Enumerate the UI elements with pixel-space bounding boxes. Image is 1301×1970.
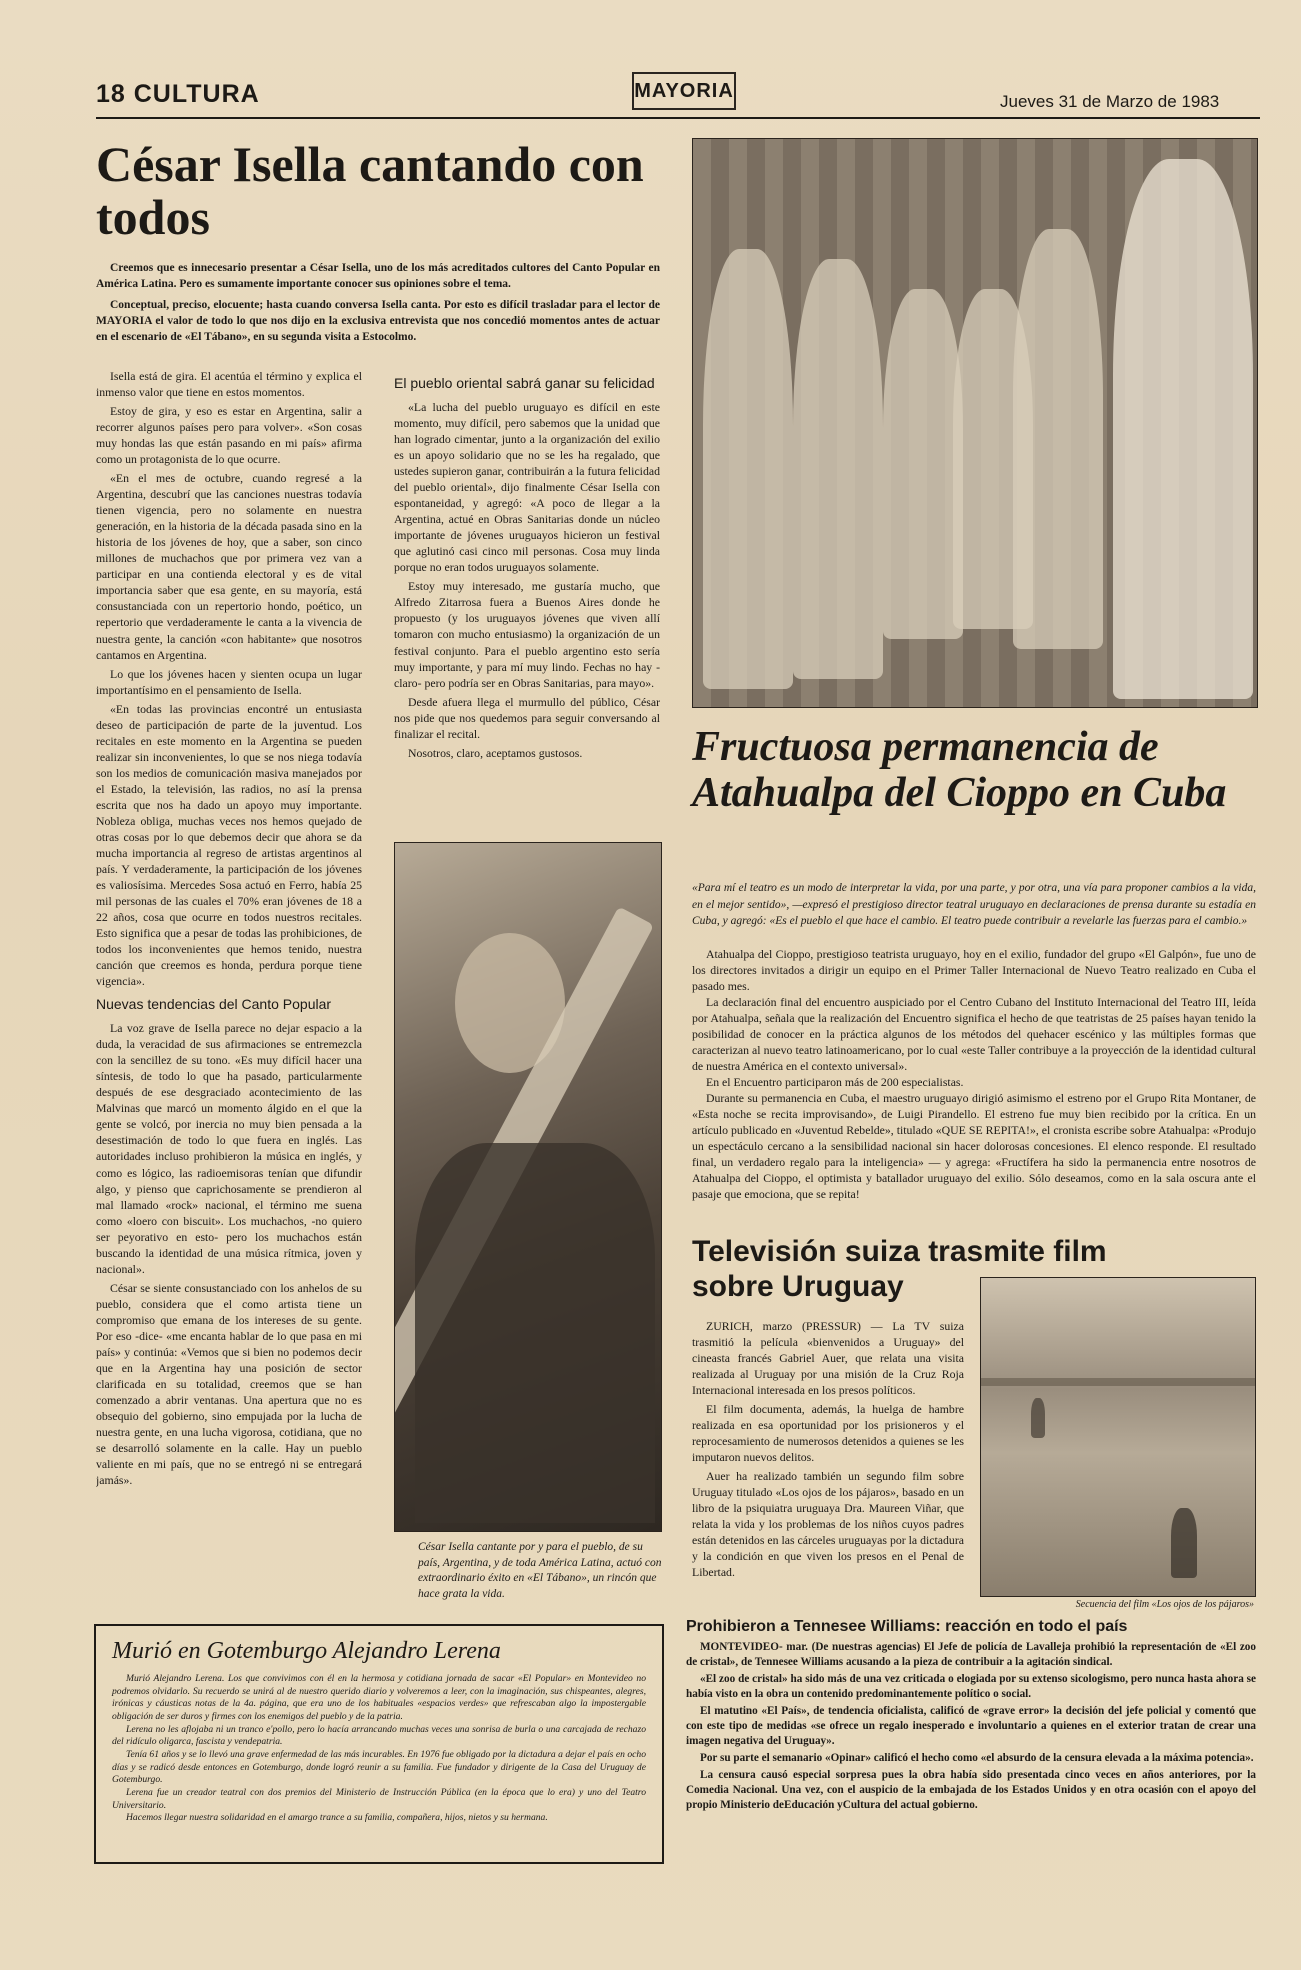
- paragraph: Atahualpa del Cioppo, prestigioso teatrista uruguayo, hoy en el exilio, fundador del grupo «El Galpón», fue uno de los directores invitados a dirigir un equipo en el Primer Taller Internacional de Nuevo Teatro realizado en Cuba el pasado mes.: [692, 947, 1256, 994]
- body-shape: [415, 1143, 655, 1523]
- lead-paragraph: Creemos que es innecesario presentar a César Isella, uno de los más acreditados cultores del Canto Popular en América Latina. Pero es sumamente importante conocer sus opiniones sobre el tema.: [96, 262, 660, 291]
- paragraph: Isella está de gira. El acentúa el término y explica el inmenso valor que tiene en estos momentos.: [96, 369, 362, 400]
- subheading: El pueblo oriental sabrá ganar su felicidad: [394, 375, 655, 391]
- paragraph: Tenía 61 años y se lo llevó una grave enfermedad de las más incurables. En 1976 fue obligado por la dictadura a dejar el país en ocho días y se radicó desde entonces en Gotemburgo, donde logró reunir a su familia. Fue fundador y dirigente de la Casa del Uruguay de Gotemburgo.: [112, 1748, 646, 1786]
- article-lead: [96, 260, 660, 350]
- paragraph: Lo que los jóvenes hacen y sienten ocupa un lugar importantísimo en el pensamiento de Isella.: [96, 666, 362, 697]
- paragraph: La censura causó especial sorpresa pues la obra había sido presentada cinco veces en años anteriores, por la Comedia Nacional. Una vez, con el auspicio de la embajada de los Estados Unidos y en otra ocasión con el apoyo del propio Ministerio deEducación yCultura del actual gobierno.: [686, 1769, 1256, 1811]
- fence-line: [981, 1378, 1255, 1386]
- photo-caption: Secuencia del film «Los ojos de los pájaros»: [1075, 1599, 1254, 1610]
- article-column: [692, 1318, 964, 1614]
- paragraph: MONTEVIDEO- mar. (De nuestras agencias) El Jefe de policía de Lavalleja prohibió la representación de «El zoo de cristal», de Tennesee Williams acusando a la pieza de contribuir a la agitación sindical.: [686, 1641, 1256, 1668]
- paragraph: «En el mes de octubre, cuando regresé a la Argentina, descubrí que las canciones nuestras todavía tienen vigencia, pero no solamente en nuestra generación, en la historia de la década pasada sino en la historia de los jóvenes de hoy, que a saber, son cinco millones de muchachos que por primera vez van a participar en una contienda electoral y es de vital importancia saber que esa gente, en su mayoría, está consustanciada con un repertorio hondo, poético, un repertorio que verdaderamente le canta a la vivencia de nuestra gente, la canción «con habitante» que nosotros cantamos en Argentina.: [96, 471, 362, 662]
- subheading: Nuevas tendencias del Canto Popular: [96, 996, 332, 1013]
- paragraph: «En todas las provincias encontré un entusiasta deseo de participación de parte de la juventud. Los recitales en este momento en la Argentina se pueden realizar sin inconvenientes, lo que se nos niega todavía son los medios de comunicación masiva manejados por el Estado, la televisión, las radios, no así la prensa escrita que nos ha dado un apoyo muy importante. Nobleza obliga, muchas veces nos hemos quejado de otras cosas por lo que debemos decir que ahora se da mucha importancia al regreso de artistas argentinos al país. Y verdaderamente, la participación de los jóvenes es valiosísima. Mercedes Sosa actuó en Ferro, había 25 mil personas de las cuales el 70% eran jóvenes de 18 a 22 años, cosa que ocurre en todos nuestros recitales. Esto significa que a pesar de todas las prohibiciones, de todos los inconvenientes que hemos tenido, nuestra canción que creemos es honda, perdura porque tiene vigencia».: [96, 701, 362, 989]
- performer-figure: [1113, 159, 1253, 699]
- paragraph: Durante su permanencia en Cuba, el maestro uruguayo dirigió asimismo el estreno por el Grupo Rita Montaner, de «Esta noche se recita improvisando», de Luigi Pirandello. El estreno fue muy bien recibido por la crítica. En un artículo publicado en «Juventud Rebelde», titulado «QUE SE REPITA!», el cronista escribe sobre Atahualpa: «Produjo un espectáculo cercano a la sensibilidad nacional sin hacer dolorosas concesiones. El elenco responde. El resultado final, un verdadero regalo para la inteligencia» — y agrega: «Fructífera ha sido la permanencia entre nosotros de Atahualpa del Cioppo, el optimista y batallador uruguayo del exilio. Sólo deseamos, como en la sala oscura ante el pasaje que emociona, que se repita!: [692, 1091, 1256, 1202]
- obituary-text: [112, 1673, 646, 1825]
- photo-caption: César Isella cantante por y para el pueblo, de su país, Argentina, y de toda América Latina, actuó con extraordinario éxito en «El Tábano», un rincón que hace grata la vida.: [418, 1541, 662, 1600]
- paragraph: ZURICH, marzo (PRESSUR) — La TV suiza trasmitió la película «bienvenidos a Uruguay» del cineasta francés Gabriel Auer, que relata una visita realizada al Uruguay por una misión de la Cruz Roja Internacional interesada en los presos políticos.: [692, 1319, 964, 1398]
- newspaper-logo: MAYORIA: [632, 72, 736, 110]
- paragraph: En el Encuentro participaron más de 200 especialistas.: [706, 1075, 964, 1090]
- article-body: [686, 1640, 1256, 1880]
- person-figure: [1031, 1398, 1045, 1438]
- article-column: [394, 368, 660, 838]
- paragraph: El matutino «El País», de tendencia oficialista, calificó de «grave error» la decisión del jefe policial y comentó que con este tipo de medidas «se ofrece un regalo inesperado e involuntario a quienes en el exterior tratan de crear una imagen negativa del Uruguay».: [686, 1705, 1256, 1747]
- obituary-box: [94, 1624, 664, 1864]
- obituary-title: Murió en Gotemburgo Alejandro Lerena: [112, 1638, 501, 1664]
- performer-figure: [1013, 229, 1103, 649]
- paragraph: Por su parte el semanario «Opinar» calificó el hecho como «el absurdo de la censura elevada a la máxima potencia».: [700, 1752, 1254, 1764]
- paragraph: Lerena no les aflojaba ni un tranco e'pollo, pero lo hacía arrancando muchas veces una sonrisa de burla o una carcajada de rechazo del ridículo oligarca, fascista y vendepatria.: [112, 1723, 646, 1748]
- paragraph: Nosotros, claro, aceptamos gustosos.: [408, 745, 583, 760]
- paragraph: «El zoo de cristal» ha sido más de una vez criticada o elogiada por su extenso sicologismo, pero nunca hasta ahora se había visto en la obra un contenido predominantemente político o social.: [686, 1673, 1256, 1700]
- paragraph: Auer ha realizado también un segundo film sobre Uruguay titulado «Los ojos de los pájaros», basado en un libro de la psiquiatra uruguaya Dra. Maureen Viñar, que relata la vida y los problemas de los niños cuyos padres están detenidos en las cárceles uruguayas por la dictadura y la condición en que viven los presos en el Penal de Libertad.: [692, 1469, 964, 1580]
- paragraph: El film documenta, además, la huelga de hambre realizada en esa oportunidad por los prisioneros y el reprocesamiento de numerosos detenidos a quienes se les imputaron nuevos delitos.: [692, 1402, 964, 1465]
- film-still-photo: [980, 1277, 1256, 1597]
- paragraph: César se siente consustanciado con los anhelos de su pueblo, considera que el como artista tiene un compromiso que emana de los intereses de su gente. Por eso -dice- «me encanta hablar de lo que pasa en mi país» y continúa: «Vemos que si bien no podemos decir que en la Argentina hay una posición de sector clarificada en su totalidad, creemos que se han comenzado a abrir ventanas. Una apertura que no es obsequio del gobierno, sino empujada por la lucha de nuestra gente, en una lucha vigorosa, cotidiana, que no se desarrolló solamente en la calle. Hay un pueblo valiente en mi país, que no se entregó ni se entregará jamás».: [96, 1280, 362, 1488]
- performer-figure: [883, 289, 963, 639]
- paragraph: «La lucha del pueblo uruguayo es difícil en este momento, muy difícil, pero sabemos que la unidad que han logrado cimentar, junto a la organización del exilio es un apoyo solidario que no se les ha regalado, que ustedes supieron ganar, contribuirán a la futura felicidad del pueblo oriental», dijo finalmente César Isella con espontaneidad, y agregó: «A poco de llegar a la Argentina, actué en Obras Sanitarias donde un núcleo importante de jóvenes uruguayos hicieron un festival que aglutinó casi cinco mil personas. Cosa muy linda porque no eran todos uruguayos solamente.: [394, 400, 660, 575]
- paragraph: Desde afuera llega el murmullo del público, César nos pide que nos quedemos para seguir conversando al finalizar el recital.: [394, 694, 660, 741]
- paragraph: Hacemos llegar nuestra solidaridad en el amargo trance a su familia, compañera, hijos, nietos y su hermana.: [126, 1812, 548, 1824]
- singer-guitar-photo: [394, 842, 662, 1532]
- article-headline: Fructuosa permanencia de Atahualpa del Cioppo en Cuba: [692, 724, 1227, 817]
- header-rule: [96, 117, 1260, 119]
- section-header: 18 CULTURA: [96, 80, 260, 108]
- performer-figure: [793, 259, 883, 679]
- performer-figure: [703, 249, 793, 689]
- article-body: [692, 946, 1256, 1228]
- lead-paragraph: Conceptual, preciso, elocuente; hasta cuando conversa Isella canta. Por esto es difícil trasladar para el lector de MAYORIA el valor de todo lo que nos dijo en la exclusiva entrevista que nos concedió momentos antes de actuar en el escenario de «El Tábano», en su segunda visita a Estocolmo.: [96, 298, 660, 344]
- stage-performers-photo: [692, 138, 1258, 708]
- article-lead: «Para mí el teatro es un modo de interpretar la vida, por una parte, y por otra, una vía para proponer cambios a la vida, en el mejor sentido», —expresó el prestigioso director teatral uruguayo en declaraciones de prensa durante su estadía en Cuba, y agregó: «Es el pueblo el que hace el cambio. El teatro puede contribuir a revelarle las fuerzas para el cambio.»: [692, 882, 1256, 928]
- article-headline: César Isella cantando con todos: [96, 136, 644, 245]
- paragraph: Murió Alejandro Lerena. Los que convivimos con él en la hermosa y cotidiana jornada de sacar «El Popular» en Montevideo no podremos olvidarlo. Su recuerdo se unirá al de nuestro querido diario y volveremos a leer, con la imaginación, sus chispeantes, alegres, irónicas y cáusticas notas de la 4a. página, que era uno de los habituales «espacios verdes» que refrescaban algo la impostergable obligación de ser duros y firmes con los enemigos del pueblo y de la patria.: [112, 1673, 646, 1722]
- issue-date: Jueves 31 de Marzo de 1983: [1000, 92, 1220, 111]
- article-column: [96, 368, 362, 1598]
- person-figure: [1171, 1508, 1197, 1578]
- article-headline: Televisión suiza trasmite film sobre Uruguay: [692, 1235, 1107, 1304]
- article-headline: Prohibieron a Tennesee Williams: reacción en todo el país: [686, 1618, 1128, 1635]
- paragraph: Estoy muy interesado, me gustaría mucho, que Alfredo Zitarrosa fuera a Buenos Aires donde he propuesto (y los uruguayos jóvenes que viven allí tomaron con mucho entusiasmo) la organización de un festival conjunto. Para el pueblo argentino esto sería muy importante, y para mí muy lindo. Fechas no hay -claro- pero podría ser en Obras Sanitarias, para mayo».: [394, 579, 660, 690]
- paragraph: Estoy de gira, y eso es estar en Argentina, salir a recorrer algunos países pero para volver». «Son cosas muy hondas las que están pasando en mi país» afirma como un protagonista de lo que ocurre.: [96, 404, 362, 467]
- paragraph: Lerena fue un creador teatral con dos premios del Ministerio de Instrucción Pública (en la época que lo era) y uno del Teatro Universitario.: [112, 1786, 646, 1811]
- paragraph: La declaración final del encuentro auspiciado por el Centro Cubano del Instituto Internacional del Teatro III, leída por Atahualpa, señala que la realización del Encuentro significa el hecho de que teatristas de 25 países hayan tenido la posibilidad de conocer en la práctica algunos de los métodos del quehacer escénico y las múltiples formas que caracterizan al nuevo teatro latinoamericano, por lo cual «este Taller contribuye a la proyección de la identidad cultural de nuestra América en el contexto universal».: [692, 995, 1256, 1074]
- paragraph: La voz grave de Isella parece no dejar espacio a la duda, la veracidad de sus afirmaciones se entremezcla con la sencillez de su tono. «Es muy difícil hacer una síntesis, de todo lo que ha pasado, particularmente después de ese desgraciado acontecimiento de las Malvinas que marcó un momento álgido en el que la gente se volcó, por inercia no muy bien pensada a la desestimación de todo lo que fuera en inglés. Las autoridades incluso prohibieron la música en inglés, y como es lógico, las radioemisoras tenían que difundir algo, y pienso que caprichosamente se prendieron al mal llamado «rock» nacional, el término me suena como «loero con biscuit». Los muchachos, -no quiero ser peyorativo en esto- pero los muchachos están buscando la identidad de una música rítmica, joven y nacional».: [96, 1021, 362, 1276]
